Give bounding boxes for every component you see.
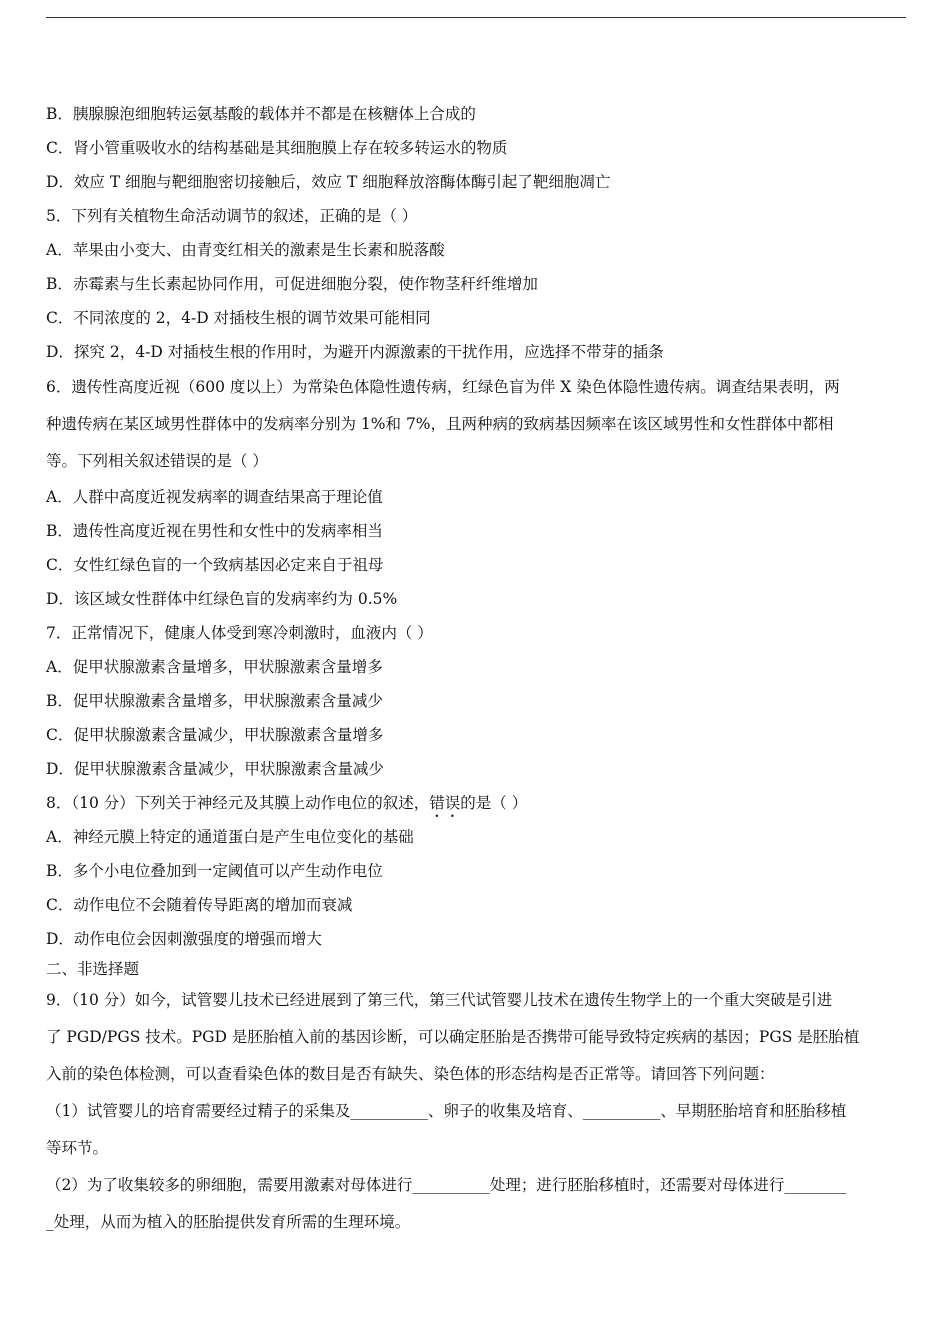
q8-option-b: B．多个小电位叠加到一定阈值可以产生动作电位 — [46, 862, 383, 880]
q8-stem-before: 8．（10 分）下列关于神经元及其膜上动作电位的叙述， — [46, 794, 430, 812]
q4-option-d: D．效应 T 细胞与靶细胞密切接触后，效应 T 细胞释放溶酶体酶引起了靶细胞凋亡 — [46, 173, 611, 191]
q9-stem-line3: 入前的染色体检测，可以查看染色体的数目是否有缺失、染色体的形态结构是否正常等。请回答下列问题： — [46, 1065, 775, 1083]
q6-stem-line1: 6．遗传性高度近视（600 度以上）为常染色体隐性遗传病，红绿色盲为伴 X 染色体隐性遗传病。调查结果表明，两 — [46, 378, 840, 396]
q6-option-c: C．女性红绿色盲的一个致病基因必定来自于祖母 — [46, 556, 384, 574]
q6-option-a: A．人群中高度近视发病率的调查结果高于理论值 — [46, 488, 383, 506]
q8-option-c: C．动作电位不会随着传导距离的增加而衰减 — [46, 896, 353, 914]
q5-option-b: B．赤霉素与生长素起协同作用，可促进细胞分裂，使作物茎秆纤维增加 — [46, 275, 538, 293]
q6-option-d: D．该区域女性群体中红绿色盲的发病率约为 0.5% — [46, 590, 398, 608]
q4-option-b: B．胰腺腺泡细胞转运氨基酸的载体并不都是在核糖体上合成的 — [46, 105, 476, 123]
q6-stem-line2: 种遗传病在某区域男性群体中的发病率分别为 1%和 7%，且两种病的致病基因频率在该区域男性和女性群体中都相 — [46, 415, 834, 433]
q9-part2-line1: （2）为了收集较多的卵细胞，需要用激素对母体进行__________处理；进行胚胎移植时，还需要对母体进行________ — [46, 1176, 847, 1194]
q9-part1-line1: （1）试管婴儿的培育需要经过精子的采集及__________、卵子的收集及培育、__________、早期胚胎培育和胚胎移植 — [46, 1102, 847, 1120]
q7-option-a: A．促甲状腺激素含量增多，甲状腺激素含量增多 — [46, 658, 383, 676]
q6-option-b: B．遗传性高度近视在男性和女性中的发病率相当 — [46, 522, 383, 540]
q7-option-d: D．促甲状腺激素含量减少，甲状腺激素含量减少 — [46, 760, 384, 778]
q5-stem: 5．下列有关植物生命活动调节的叙述，正确的是（ ） — [46, 207, 418, 225]
q7-option-b: B．促甲状腺激素含量增多，甲状腺激素含量减少 — [46, 692, 383, 710]
q5-option-d: D．探究 2，4-D 对插枝生根的作用时，为避开内源激素的干扰作用，应选择不带芽的插条 — [46, 343, 664, 361]
q8-option-a: A．神经元膜上特定的通道蛋白是产生电位变化的基础 — [46, 828, 414, 846]
q9-stem-line1: 9．（10 分）如今，试管婴儿技术已经进展到了第三代，第三代试管婴儿技术在遗传生物学上的一个重大突破是引进 — [46, 991, 833, 1009]
q7-option-c: C．促甲状腺激素含量减少，甲状腺激素含量增多 — [46, 726, 384, 744]
document-page — [46, 97, 908, 1241]
q7-stem: 7．正常情况下，健康人体受到寒冷刺激时，血液内（ ） — [46, 624, 433, 642]
q8-stem — [46, 786, 908, 820]
q9-part2-line2: _处理，从而为植入的胚胎提供发育所需的生理环境。 — [46, 1213, 411, 1231]
header-rule — [46, 17, 906, 18]
q8-option-d: D．动作电位会因刺激强度的增强而增大 — [46, 930, 322, 948]
q5-option-c: C．不同浓度的 2，4-D 对插枝生根的调节效果可能相同 — [46, 309, 431, 327]
q8-stem-after: 的是（ ） — [460, 794, 528, 812]
q9-part1-line2: 等环节。 — [46, 1139, 109, 1157]
q5-option-a: A．苹果由小变大、由青变红相关的激素是生长素和脱落酸 — [46, 241, 445, 259]
q9-stem-line2: 了 PGD/PGS 技术。PGD 是胚胎植入前的基因诊断，可以确定胚胎是否携带可能导致特定疾病的基因；PGS 是胚胎植 — [46, 1028, 860, 1046]
q4-option-c: C．肾小管重吸收水的结构基础是其细胞膜上存在较多转运水的物质 — [46, 139, 508, 157]
q8-emphasis-word: 错误 — [429, 794, 461, 812]
q6-stem-line3: 等。下列相关叙述错误的是（ ） — [46, 452, 268, 470]
section-heading-non-choice: 二、非选择题 — [46, 960, 140, 978]
